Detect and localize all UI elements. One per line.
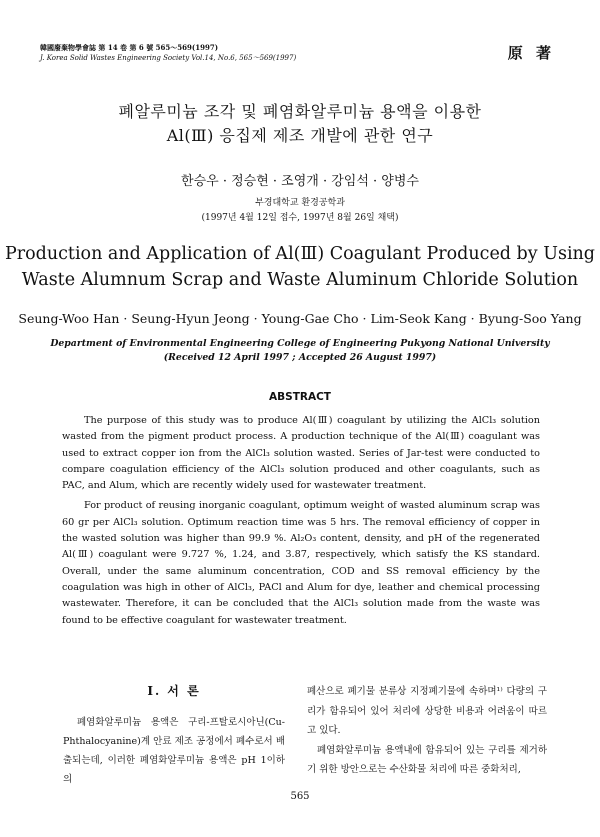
korean-title-line1: 폐알루미늄 조각 및 폐염화알루미늄 용액을 이용한: [118, 102, 482, 121]
english-title-line1: Production and Application of Al(Ⅲ) Coagulant Produced by Using: [4, 244, 596, 264]
abstract-paragraph-1: The purpose of this study was to produce Al(Ⅲ) coagulant by utilizing the AlCl₃ solution wasted from the pigment product process. A production technique of the Al(Ⅲ) coagulant was used to extract copper ion from the AlCl₃ solution wasted. Series of Jar-test were conducted to compare coagulation efficiency of the AlCl₃ solution produced and other coagulants, such as PAC, and Alum, which are recently widely used for wastewater treatment.: [62, 415, 540, 492]
page-number: 565: [290, 791, 310, 802]
korean-title-line2: Al(Ⅲ) 응집제 제조 개발에 관한 연구: [166, 126, 434, 145]
journal-name-english: J. Korea Solid Wastes Engineering Society Vol.14, No.6, 565～569(1997): [40, 54, 297, 62]
korean-title: [0, 100, 600, 148]
english-dates: (Received 12 April 1997 ; Accepted 26 August 1997): [163, 352, 437, 363]
intro-left-column: [63, 682, 285, 789]
journal-header: [40, 42, 296, 64]
korean-affiliation: 부경대학교 환경공학과: [255, 198, 345, 208]
intro-right-column: [307, 682, 547, 780]
english-affiliation-block: [0, 337, 600, 365]
intro-left-paragraph: 폐염화알루미늄 용액은 구리-프탈로시아닌(Cu-Phthalocyanine)계 안료 제조 공정에서 폐수로서 배출되는데, 이러한 폐염화알루미늄 용액은 pH 1이하의: [63, 717, 285, 785]
english-title-line2: Waste Alumnum Scrap and Waste Aluminum Chloride Solution: [21, 270, 579, 290]
intro-right-paragraph-2: 폐염화알루미늄 용액내에 함유되어 있는 구리를 제거하기 위한 방안으로는 수산화물 처리에 따른 중화처리,: [307, 744, 547, 775]
abstract-body: [62, 413, 540, 633]
abstract-heading: ABSTRACT: [269, 391, 331, 403]
korean-dates: (1997년 4월 12일 접수, 1997년 8월 26일 채택): [201, 213, 399, 223]
english-authors: Seung-Woo Han · Seung-Hyun Jeong · Young-Gae Cho · Lim-Seok Kang · Byung-Soo Yang: [18, 311, 582, 326]
journal-name-korean: 韓國廢棄物學會誌 第 14 卷 第 6 號 565～569(1997): [40, 43, 219, 52]
article-type-label: 原 著: [507, 44, 555, 62]
intro-heading: Ⅰ. 서 론: [147, 684, 201, 698]
korean-affiliation-block: [0, 196, 600, 226]
korean-authors: 한승우 · 정승현 · 조영개 · 강임석 · 양병수: [181, 174, 419, 189]
english-affiliation: Department of Environmental Engineering College of Engineering Pukyong National University: [50, 338, 550, 349]
abstract-paragraph-2: For product of reusing inorganic coagulant, optimum weight of wasted aluminum scrap was 60 gr per AlCl₃ solution. Optimum reaction time was 5 hrs. The removal efficiency of copper in the wasted solution was higher than 99.9 %. Al₂O₃ content, density, and pH of the regenerated Al(Ⅲ) coagulant were 9.727 %, 1.24, and 3.87, respectively, which satisfy the KS standard. Overall, under the same aluminum concentration, COD and SS removal efficiency by the coagulation was high in other of AlCl₃, PACl and Alum for dye, leather and chemical processing wastewater. Therefore, it can be concluded that the AlCl₃ solution made from the waste was found to be effective coagulant for wastewater treatment.: [62, 500, 540, 626]
intro-right-paragraph-1: 폐산으로 폐기물 분류상 지정폐기물에 속하며¹⁾ 다량의 구리가 함유되어 있어 처리에 상당한 비용과 어려움이 따르고 있다.: [307, 686, 547, 736]
english-title: [0, 241, 600, 293]
